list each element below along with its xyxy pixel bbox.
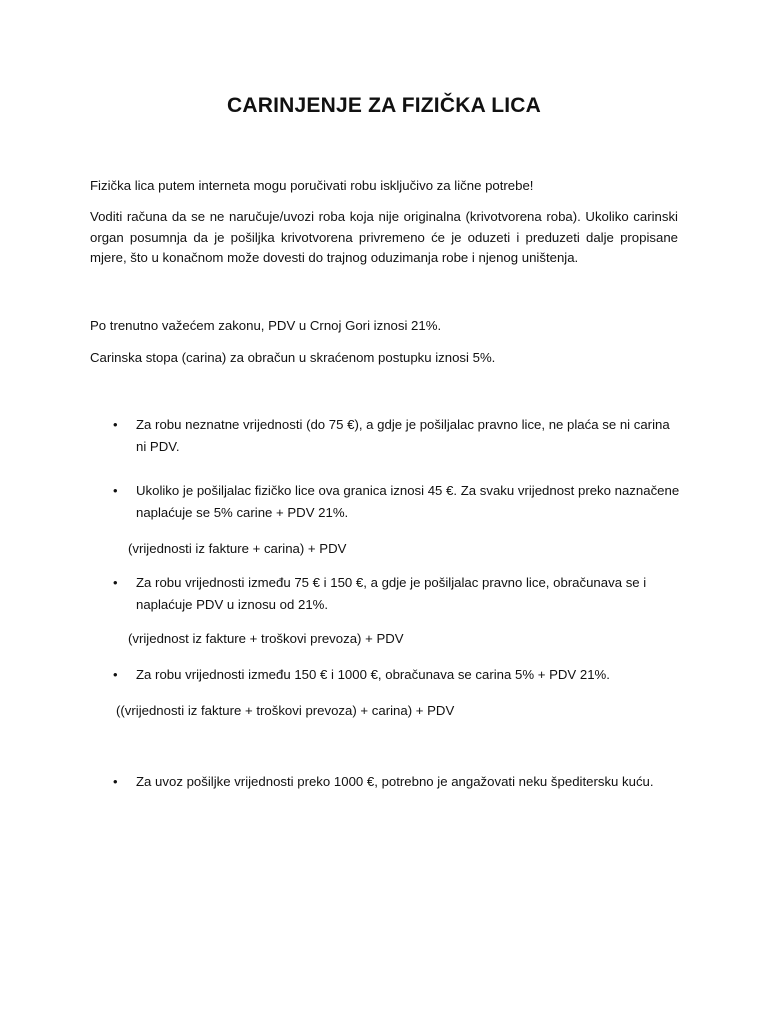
list-item (113, 414, 683, 457)
list-item (113, 664, 683, 686)
list-item-text: Za robu vrijednosti između 150 € i 1000 €, obračunava se carina 5% + PDV 21%. (136, 667, 610, 682)
formula-line: (vrijednosti iz fakture + carina) + PDV (128, 541, 347, 556)
bullet-dot: • (113, 417, 118, 432)
bullet-dot: • (113, 774, 118, 789)
formula-line: (vrijednost iz fakture + troškovi prevoza) + PDV (128, 631, 404, 646)
list-item-text: Za uvoz pošiljke vrijednosti preko 1000 €, potrebno je angažovati neku špeditersku kuću. (136, 774, 654, 789)
warning-paragraph: Voditi računa da se ne naručuje/uvozi roba koja nije originalna (krivotvorena roba). Ukoliko carinski organ posumnja da je pošiljka krivotvorena privremeno će je oduzeti i preduzeti dalje propisane mjere, što u konačnom može dovesti do trajnog oduzimanja robe i njenog uništenja. (90, 209, 678, 265)
list-item-text: Za robu vrijednosti između 75 € i 150 €, a gdje je pošiljalac pravno lice, obračunava se i naplaćuje PDV u iznosu od 21%. (136, 575, 647, 612)
list-item-text: Za robu neznatne vrijednosti (do 75 €), a gdje je pošiljalac pravno lice, ne plaća se ni carina ni PDV. (136, 417, 670, 454)
bullet-dot: • (113, 575, 118, 590)
intro-paragraph: Fizička lica putem interneta mogu poručivati robu isključivo za lične potrebe! (90, 178, 534, 193)
formula-line: ((vrijednosti iz fakture + troškovi prevoza) + carina) + PDV (116, 703, 455, 718)
list-item (113, 572, 683, 615)
vat-paragraph: Po trenutno važećem zakonu, PDV u Crnoj Gori iznosi 21%. (90, 318, 442, 333)
list-item (113, 771, 683, 793)
list-item-text: Ukoliko je pošiljalac fizičko lice ova granica iznosi 45 €. Za svaku vrijednost preko naznačene naplaćuje se 5% carine + PDV 21%. (136, 483, 680, 520)
list-item (113, 480, 683, 523)
bullet-dot: • (113, 483, 118, 498)
bullet-dot: • (113, 667, 118, 682)
document-title: CARINJENJE ZA FIZIČKA LICA (227, 94, 541, 117)
customs-rate-paragraph: Carinska stopa (carina) za obračun u skraćenom postupku iznosi 5%. (90, 350, 496, 365)
